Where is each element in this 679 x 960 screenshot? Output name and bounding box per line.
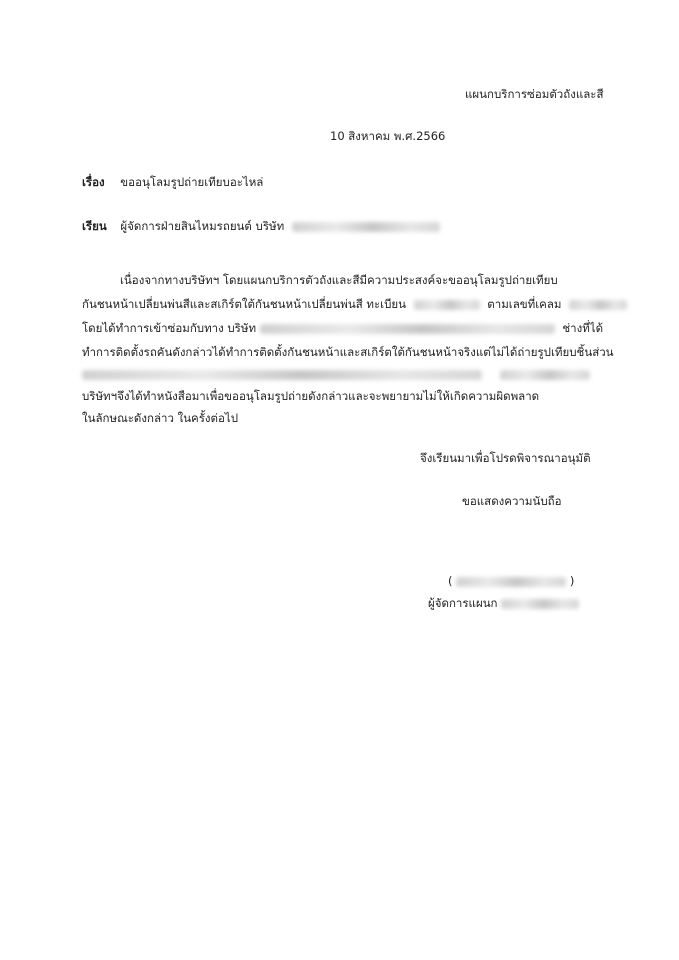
letter-date: 10 สิงหาคม พ.ศ.2566 [330, 129, 446, 143]
subject-row [82, 174, 263, 192]
recipient-label: เรียน [82, 219, 107, 233]
closing-regards: ขอแสดงความนับถือ [462, 494, 562, 508]
redacted-sentence [82, 370, 482, 380]
body-line-3-text-b: ช่างที่ได้ [562, 321, 604, 335]
signature-name-row [448, 574, 574, 588]
signature-open-paren: ( [448, 574, 453, 588]
body-line-6: บริษัทฯจึงได้ทำหนังสือมาเพื่อขออนุโลมรูปถ่ายดังกล่าวและจะพยายามไม่ให้เกิดความผิดพลาด [82, 389, 540, 403]
department-heading: แผนกบริการซ่อมตัวถังและสี [465, 87, 604, 101]
redacted-sentence-end [500, 370, 590, 380]
body-line-7: ในลักษณะดังกล่าว ในครั้งต่อไป [82, 411, 238, 425]
redacted-department-name [501, 599, 579, 609]
body-line-2-text-a: กันชนหน้าเปลี่ยนพ่นสีและสเกิร์ตใต้กันชนหน้าเปลี่ยนพ่นสี ทะเบียน [82, 297, 406, 311]
body-line-3-text-a: โดยได้ทำการเข้าซ่อมกับทาง บริษัท [82, 321, 257, 335]
signature-title-row [428, 595, 579, 613]
signature-title: ผู้จัดการแผนก [428, 596, 498, 610]
subject-label: เรื่อง [82, 175, 105, 189]
body-line-2-text-b: ตามเลขที่เคลม [487, 297, 562, 311]
body-line-3 [82, 320, 603, 338]
closing-request: จึงเรียนมาเพื่อโปรดพิจารณาอนุมัติ [420, 451, 591, 465]
body-line-4: ทำการติดตั้งรถคันดังกล่าวได้ทำการติดตั้งกันชนหน้าและสเกิร์ตใต้กันชนหน้าจริงแต่ไม่ได้ถ่ายรูปเทียบชิ้นส่วน [82, 345, 614, 359]
recipient-text: ผู้จัดการฝ่ายสินไหมรถยนต์ บริษัท [120, 219, 285, 233]
body-line-2 [82, 296, 627, 314]
signature-close-paren: ) [569, 574, 575, 588]
subject-text: ขออนุโลมรูปถ่ายเทียบอะไหล่ [120, 175, 264, 189]
redacted-plate-number [414, 300, 480, 310]
redacted-company-name [292, 222, 440, 232]
redacted-claim-number [569, 300, 627, 310]
recipient-row [82, 218, 440, 236]
body-line-1: เนื่องจากทางบริษัทฯ โดยแผนกบริการตัวถังและสีมีความประสงค์จะขออนุโลมรูปถ่ายเทียบ [120, 273, 558, 287]
redacted-partner-company [260, 324, 555, 334]
redacted-signer-name [456, 577, 566, 587]
body-line-5-redacted [82, 367, 590, 381]
